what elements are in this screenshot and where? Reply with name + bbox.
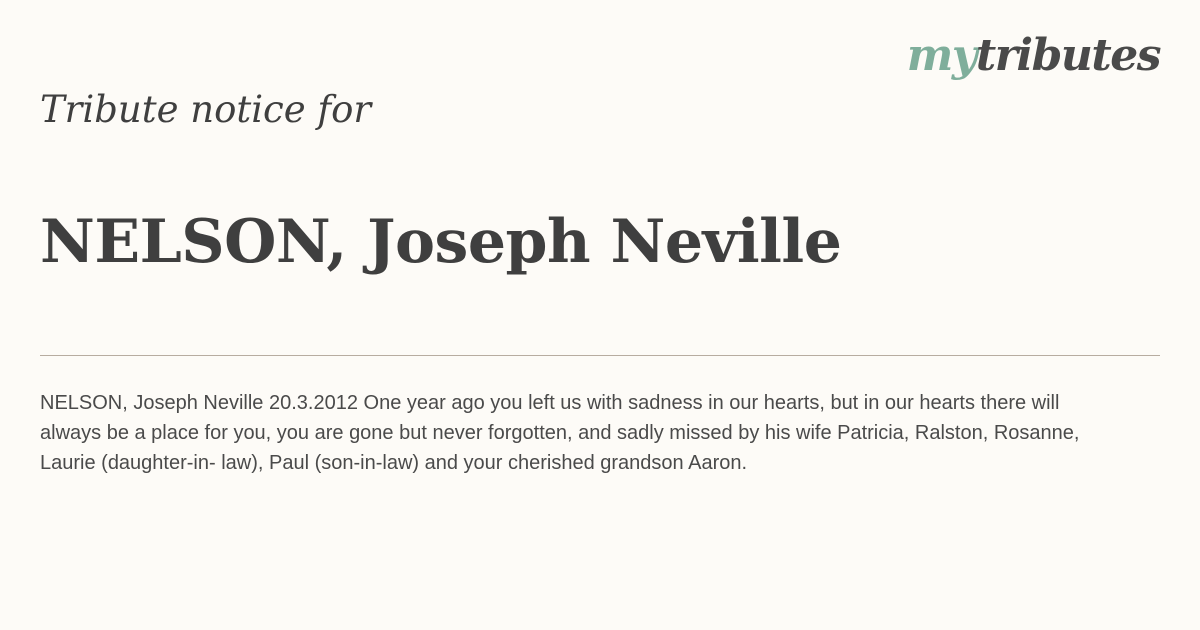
logo-text-my: my xyxy=(906,30,976,81)
mytributes-logo[interactable] xyxy=(906,30,1160,81)
logo-text-tributes: tributes xyxy=(975,30,1160,81)
deceased-name-title: NELSON, Joseph Neville xyxy=(40,207,842,277)
tribute-notice-kicker: Tribute notice for xyxy=(40,88,372,131)
section-divider xyxy=(40,355,1160,356)
tribute-notice-text: NELSON, Joseph Neville 20.3.2012 One year ago you left us with sadness in our hearts, but in our hearts there will always be a place for you, you are gone but never forgotten, and sadly missed by his wife Patricia, Ralston, Rosanne, Laurie (daughter-in- law), Paul (son-in-law) and your cherished grandson Aaron. xyxy=(40,392,1080,474)
